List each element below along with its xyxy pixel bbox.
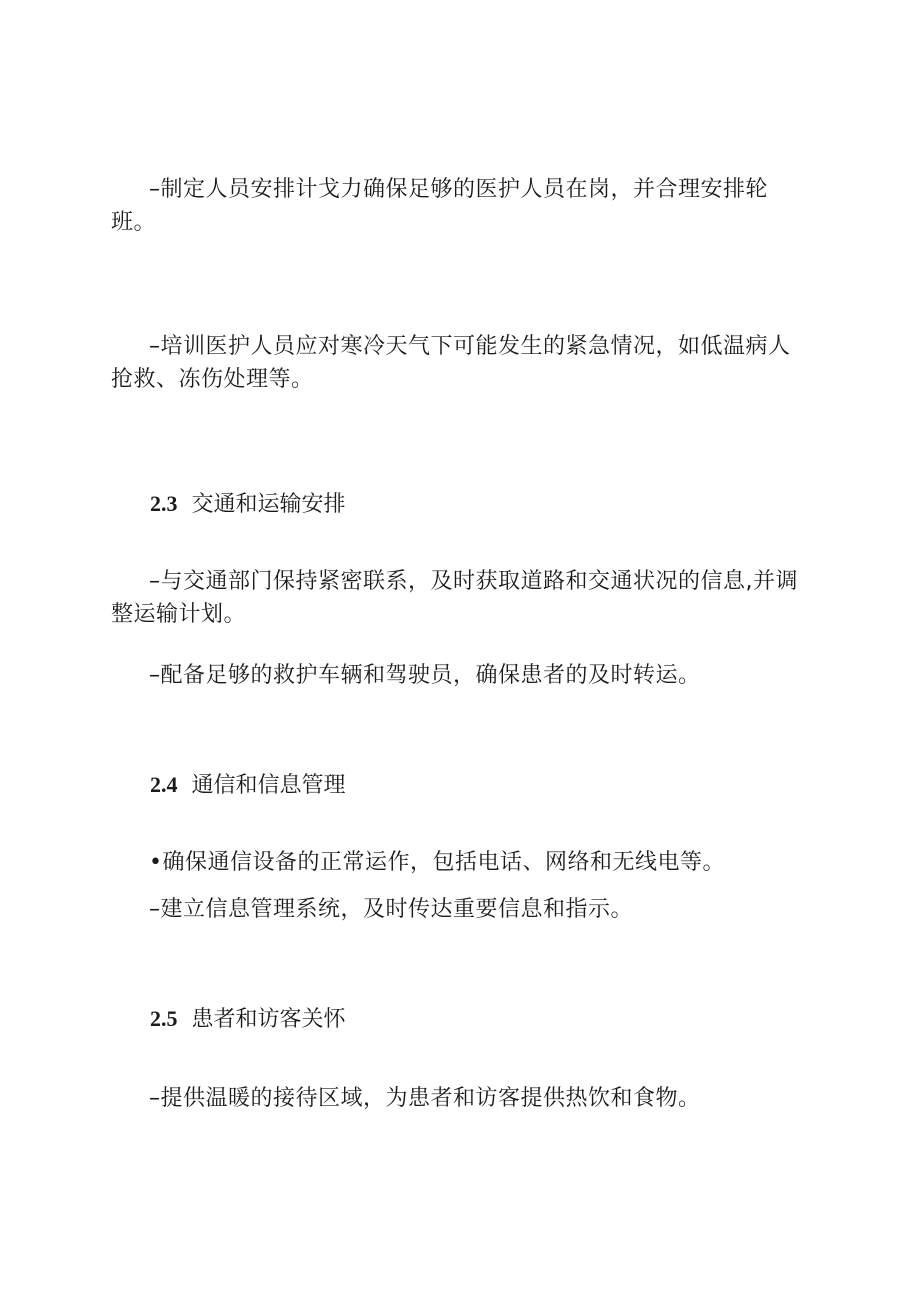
section-title: 交通和运输安排 xyxy=(191,492,346,517)
paragraph-info-system: –建立信息管理系统，及时传达重要信息和指示。 xyxy=(149,897,634,922)
section-number: 2.4 xyxy=(150,772,178,797)
paragraph-staffing: –制定人员安排计戈力确保足够的医护人员在岗，并合理安排轮班。 xyxy=(111,177,769,235)
section-number: 2.5 xyxy=(150,1006,178,1031)
paragraph-traffic-contact: –与交通部门保持紧密联系，及时获取道路和交通状况的信息,并调整运输计划。 xyxy=(111,569,798,627)
paragraph-communication-devices: •确保通信设备的正常运作，包括电话、网络和无线电等。 xyxy=(149,850,725,875)
section-heading-2-3 xyxy=(150,487,346,521)
section-heading-2-4 xyxy=(150,768,346,802)
section-title: 患者和访客关怀 xyxy=(191,1007,346,1032)
section-number: 2.3 xyxy=(150,491,178,516)
paragraph-reception: –提供温暖的接待区域，为患者和访客提供热饮和食物。 xyxy=(149,1086,701,1111)
section-title: 通信和信息管理 xyxy=(191,773,346,798)
paragraph-ambulance: –配备足够的救护车辆和驾驶员，确保患者的及时转运。 xyxy=(149,663,701,688)
paragraph-training: –培训医护人员应对寒冷天气下可能发生的紧急情况，如低温病人抢救、冻伤处理等。 xyxy=(111,334,791,392)
section-heading-2-5 xyxy=(150,1002,346,1036)
